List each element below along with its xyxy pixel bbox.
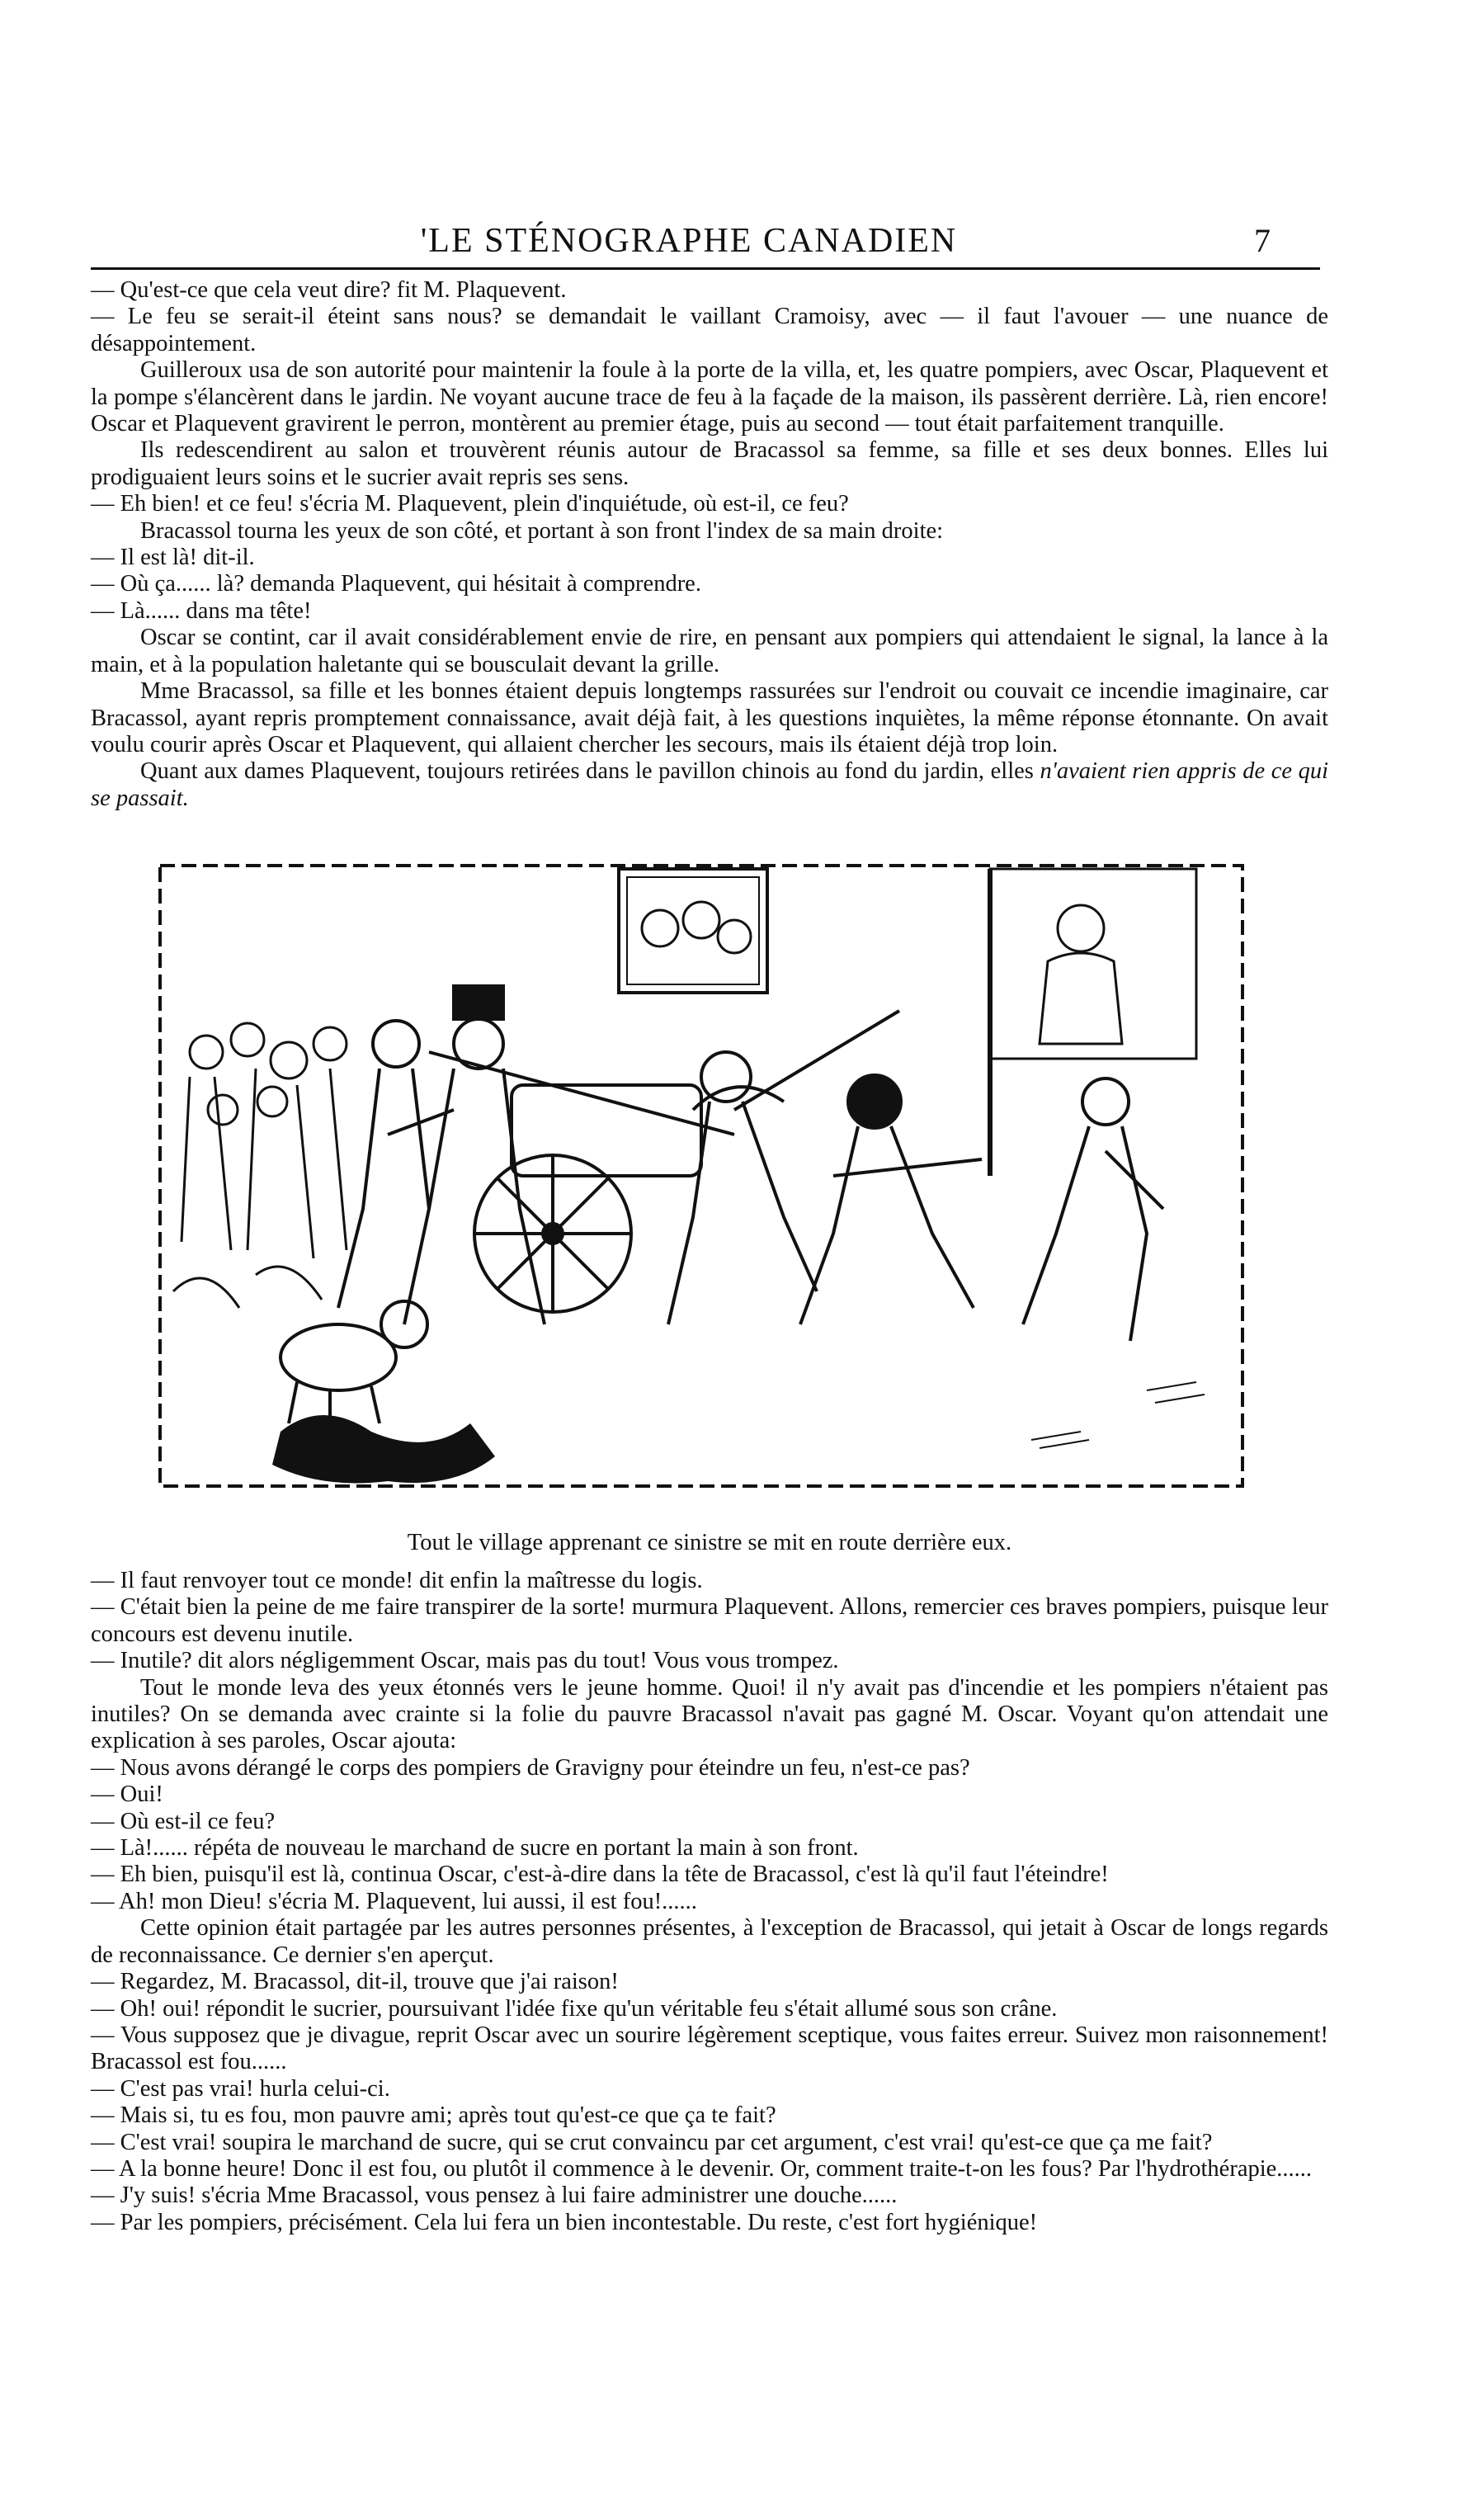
top-text-column <box>91 277 1328 812</box>
illustration-caption: Tout le village apprenant ce sinistre se mit en route derrière eux. <box>407 1530 1012 1555</box>
paragraph: — Vous supposez que je divague, reprit Oscar avec un sourire légèrement sceptique, vous faites erreur. Suivez mon raisonnement! Bracassol est fou...... <box>91 2022 1328 2075</box>
paragraph: — Il est là! dit-il. <box>91 545 255 571</box>
paragraph: — Ah! mon Dieu! s'écria M. Plaquevent, lui aussi, il est fou!...... <box>91 1888 697 1914</box>
paragraph: Tout le monde leva des yeux étonnés vers le jeune homme. Quoi! il n'y avait pas d'incendie et les pompiers n'étaient pas inutiles? On se demanda avec crainte si la folie du pauvre Bracassol n'avait pas gagné M. Oscar. Voyant qu'on attendait une explication à ses paroles, Oscar ajouta: <box>91 1674 1328 1754</box>
paragraph: — Mais si, tu es fou, mon pauvre ami; après tout qu'est-ce que ça te fait? <box>91 2102 776 2129</box>
paragraph: Bracassol tourna les yeux de son côté, et portant à son front l'index de sa main droite: <box>140 517 944 544</box>
paragraph: Oscar se contint, car il avait considérablement envie de rire, en pensant aux pompiers qui attendaient le signal, la lance à la main, et à la population haletante qui se bousculait devant la grille. <box>91 625 1328 677</box>
header-rule <box>91 267 1320 270</box>
paragraph: Cette opinion était partagée par les autres personnes présentes, à l'exception de Bracassol, qui jetait à Oscar de longs regards de reconnaissance. Ce dernier s'en aperçut. <box>91 1915 1328 1968</box>
paragraph: — A la bonne heure! Donc il est fou, ou plutôt il commence à le devenir. Or, comment traite-t-on les fous? Par l'hydrothérapie...... <box>91 2155 1313 2182</box>
paragraph: — Le feu se serait-il éteint sans nous? se demandait le vaillant Cramoisy, avec — il faut l'avouer — une nuance de désappointement. <box>91 304 1328 356</box>
bottom-text-column <box>91 1568 1328 2236</box>
paragraph: Guilleroux usa de son autorité pour maintenir la foule à la porte de la villa, et, les quatre pompiers, avec Oscar, Plaquevent et la pompe s'élancèrent dans le jardin. Ne voyant aucune trace de feu à la façade de la maison, ils passèrent derrière. Là, rien encore! Oscar et Plaquevent gravirent le perron, montèrent au premier étage, puis au second — tout était parfaitement tranquille. <box>91 357 1328 437</box>
illustration-drawing <box>157 862 1246 1489</box>
paragraph: — Eh bien, puisqu'il est là, continua Oscar, c'est-à-dire dans la tête de Bracassol, c'est là qu'il faut l'éteindre! <box>91 1862 1109 1888</box>
paragraph: Mme Bracassol, sa fille et les bonnes étaient depuis longtemps rassurées sur l'endroit ou couvait ce incendie imaginaire, car Bracassol, ayant repris promptement connaissance, avait déjà fait, à les questions inquiètes, la même réponse étonnante. On avait voulu courir après Oscar et Plaquevent, qui allaient chercher les secours, mais ils étaient déjà trop loin. <box>91 678 1328 757</box>
page-number: 7 <box>1254 222 1271 259</box>
paragraph: — Regardez, M. Bracassol, dit-il, trouve que j'ai raison! <box>91 1969 619 1995</box>
paragraph: — J'y suis! s'écria Mme Bracassol, vous pensez à lui faire administrer une douche...... <box>91 2183 898 2209</box>
paragraph: — Oui! <box>91 1781 163 1808</box>
paragraph: — C'est vrai! soupira le marchand de sucre, qui se crut convaincu par cet argument, c'est vrai! qu'est-ce que ça me fait? <box>91 2129 1213 2155</box>
paragraph: — Qu'est-ce que cela veut dire? fit M. Plaquevent. <box>91 277 567 303</box>
paragraph: — C'était bien la peine de me faire transpirer de la sorte! murmura Plaquevent. Allons, remercier ces braves pompiers, puisque leur concours est devenu inutile. <box>91 1594 1328 1647</box>
paragraph <box>91 758 1328 812</box>
paragraph: — C'est pas vrai! hurla celui-ci. <box>91 2075 390 2102</box>
paragraph: — Oh! oui! répondit le sucrier, poursuivant l'idée fixe qu'un véritable feu s'était allumé sous son crâne. <box>91 1995 1058 2022</box>
paragraph: — Où est-il ce feu? <box>91 1808 276 1834</box>
engraving-illustration <box>157 862 1246 1489</box>
paragraph: — Nous avons dérangé le corps des pompiers de Gravigny pour éteindre un feu, n'est-ce pas? <box>91 1754 970 1781</box>
journal-title: 'LE STÉNOGRAPHE CANADIEN <box>420 222 958 260</box>
paragraph: — Là!...... répéta de nouveau le marchand de sucre en portant la main à son front. <box>91 1835 859 1862</box>
paragraph: — Il faut renvoyer tout ce monde! dit enfin la maîtresse du logis. <box>91 1568 703 1593</box>
italic-text: n'avaient rien appris de ce qui se passait. <box>91 758 1329 811</box>
paragraph: — Par les pompiers, précisément. Cela lui fera un bien incontestable. Du reste, c'est fort hygiénique! <box>91 2209 1038 2235</box>
paragraph-text: Quant aux dames Plaquevent, toujours retirées dans le pavillon chinois au fond du jardin, elles <box>140 758 1034 785</box>
paragraph: — Inutile? dit alors négligemment Oscar, mais pas du tout! Vous vous trompez. <box>91 1648 839 1674</box>
running-header <box>91 221 1287 262</box>
paragraph: Ils redescendirent au salon et trouvèrent réunis autour de Bracassol sa femme, sa fille et ses deux bonnes. Elles lui prodiguaient leurs soins et le sucrier avait repris ses sens. <box>91 437 1328 490</box>
paragraph: — Où ça...... là? demanda Plaquevent, qui hésitait à comprendre. <box>91 571 701 597</box>
paragraph: — Eh bien! et ce feu! s'écria M. Plaquevent, plein d'inquiétude, où est-il, ce feu? <box>91 491 849 517</box>
paragraph: — Là...... dans ma tête! <box>91 597 312 624</box>
